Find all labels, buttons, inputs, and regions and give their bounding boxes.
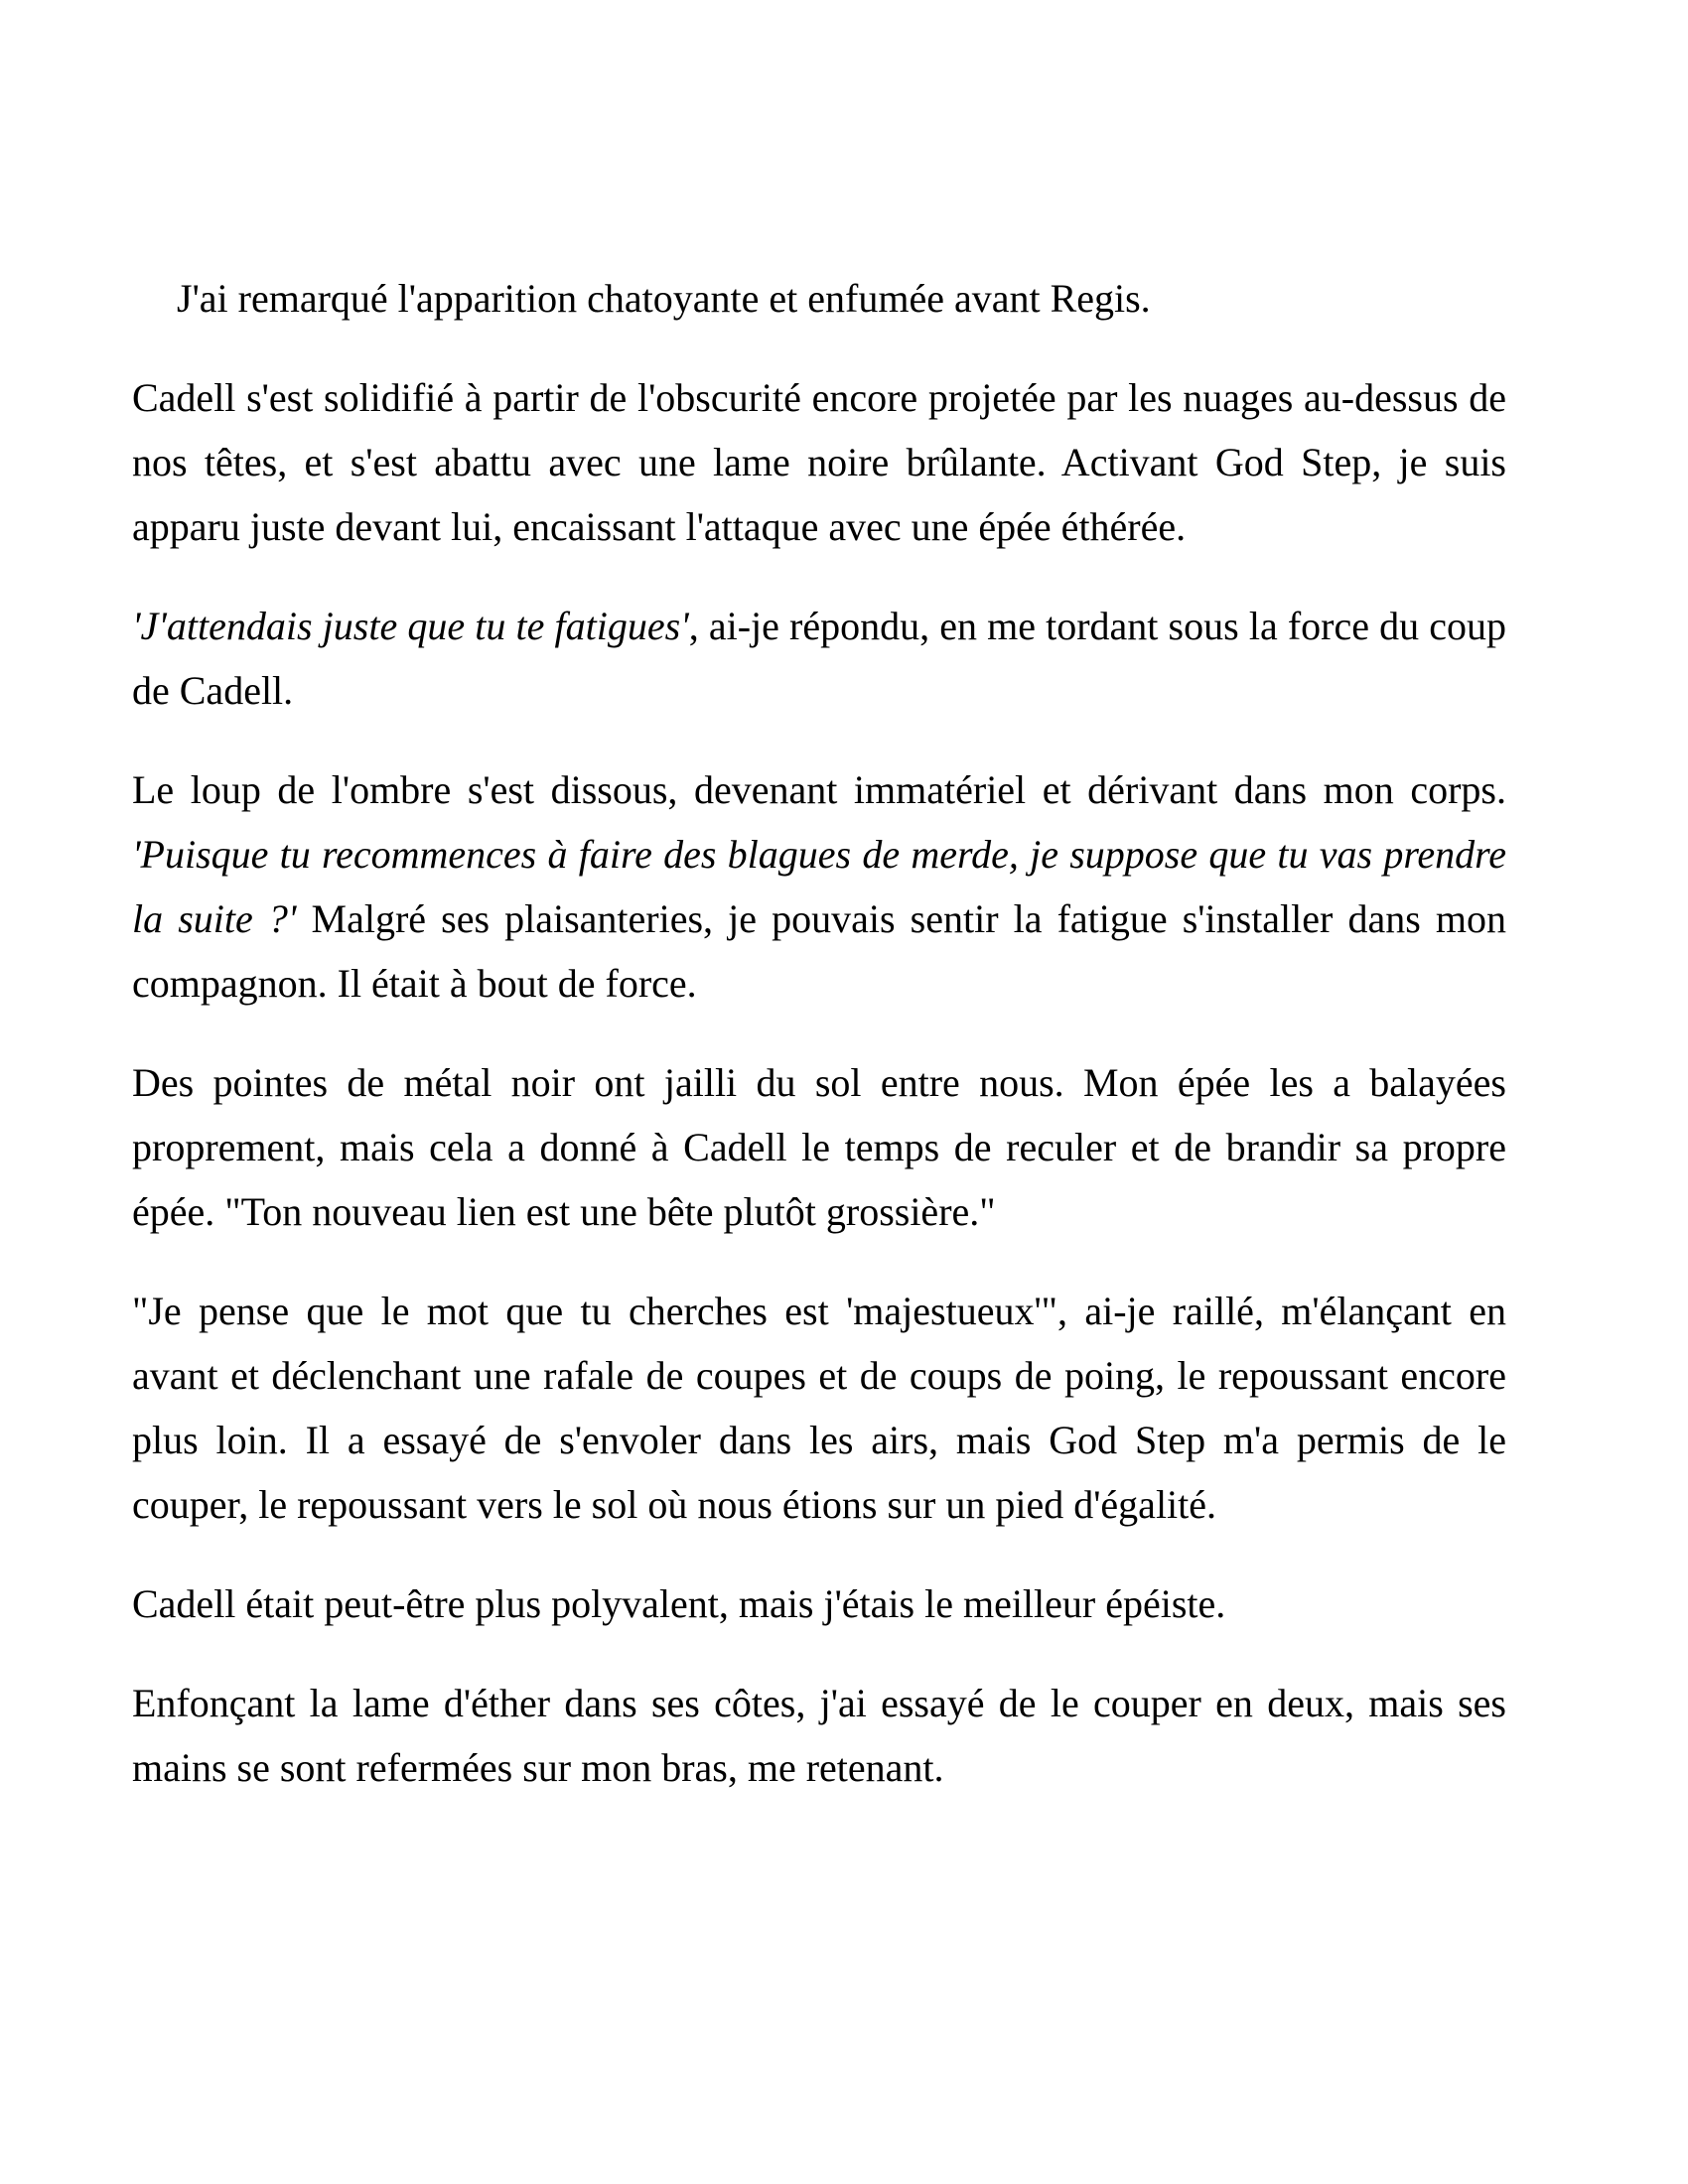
text-segment-3-2: , ai-je répondu, en me tordant sous la force du coup de Cadell.	[132, 604, 1506, 713]
paragraph-6	[132, 1279, 1506, 1537]
italic-segment-4-2: 'Puisque tu recommences à faire des blagues de merde, je suppose que tu vas prendre la suite ?'	[132, 832, 1506, 941]
text-segment-1-1: J'ai remarqué l'apparition chatoyante et enfumée avant Regis.	[177, 276, 1151, 321]
text-segment-5-1: Des pointes de métal noir ont jailli du sol entre nous. Mon épée les a balayées proprement, mais cela a donné à Cadell le temps de reculer et de brandir sa propre épée. "Ton nouveau lien est une bête plutôt grossière."	[132, 1060, 1506, 1234]
paragraph-3	[132, 594, 1506, 723]
paragraph-1	[132, 266, 1506, 331]
text-content	[132, 266, 1506, 1800]
text-segment-2-1: Cadell s'est solidifié à partir de l'obscurité encore projetée par les nuages au-dessus de nos têtes, et s'est abattu avec une lame noire brûlante. Activant God Step, je suis apparu juste devant lui, encaissant l'attaque avec une épée éthérée.	[132, 375, 1506, 549]
text-segment-4-3: Malgré ses plaisanteries, je pouvais sentir la fatigue s'installer dans mon compagnon. Il était à bout de force.	[132, 896, 1506, 1006]
paragraph-5	[132, 1050, 1506, 1244]
text-segment-4-1: Le loup de l'ombre s'est dissous, devenant immatériel et dérivant dans mon corps.	[132, 767, 1506, 812]
italic-segment-3-1: 'J'attendais juste que tu te fatigues'	[132, 604, 689, 648]
text-segment-7-1: Cadell était peut-être plus polyvalent, mais j'étais le meilleur épéiste.	[132, 1581, 1226, 1626]
paragraph-4	[132, 757, 1506, 1016]
paragraph-2	[132, 365, 1506, 559]
text-segment-8-1: Enfonçant la lame d'éther dans ses côtes, j'ai essayé de le couper en deux, mais ses mains se sont refermées sur mon bras, me retenant.	[132, 1681, 1506, 1790]
paragraph-8	[132, 1671, 1506, 1800]
text-segment-6-1: "Je pense que le mot que tu cherches est 'majestueux'", ai-je raillé, m'élançant en avant et déclenchant une rafale de coupes et de coups de poing, le repoussant encore plus loin. Il a essayé de s'envoler dans les airs, mais God Step m'a permis de le couper, le repoussant vers le sol où nous étions sur un pied d'égalité.	[132, 1289, 1506, 1527]
paragraph-7	[132, 1571, 1506, 1636]
